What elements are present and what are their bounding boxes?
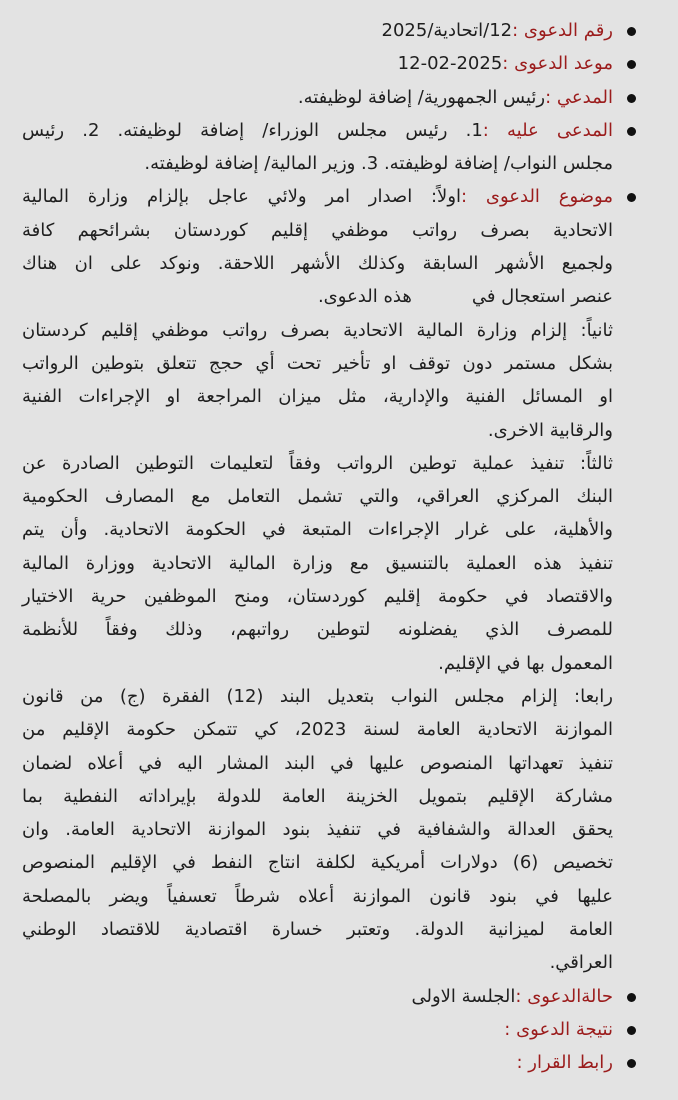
decision-link-item bbox=[0, 1046, 678, 1079]
bullet-icon bbox=[627, 60, 636, 69]
subject-line: للمصرف الذي يفضلونه لتوطين رواتبهم، وذلك وفقاً للأنظمة bbox=[22, 619, 613, 641]
subject-line: مشاركة الإقليم بتمويل الخزينة العامة للدولة بإيراداته النفطية بما bbox=[22, 785, 613, 807]
subject-line: ولجميع الأشهر السابقة وكذلك الأشهر اللاحقة. ونوكد على ان هناك bbox=[22, 253, 613, 275]
case-result-item bbox=[0, 1013, 678, 1046]
subject-line: العامة لميزانية الدولة. وتعتبر خسارة اقتصادية للاقتصاد الوطني bbox=[22, 919, 613, 941]
bullet-icon bbox=[627, 1059, 636, 1068]
subject-line: عنصر استعجال في bbox=[471, 286, 613, 308]
subject-line: اولاً: اصدار امر ولائي عاجل بإلزام وزارة المالية bbox=[22, 186, 462, 208]
case-date-value: 2025-02-12 bbox=[397, 53, 503, 75]
case-status-label: حالةالدعوى : bbox=[515, 985, 613, 1007]
plaintiff-value: رئيس الجمهورية/ إضافة لوظيفته. bbox=[297, 86, 546, 108]
subject-line: او المسائل الفنية والإدارية، مثل ميزان المراجعة او الإجراءات الفنية bbox=[22, 386, 613, 408]
subject-line: رابعا: إلزام مجلس النواب بتعديل البند (12) الفقرة (ج) من قانون bbox=[22, 685, 613, 707]
bullet-icon bbox=[627, 27, 636, 36]
subject-line: والأهلية، على غرار الإجراءات المتبعة في الحكومة الاتحادية. وأن يتم bbox=[22, 519, 613, 541]
bullet-icon bbox=[627, 193, 636, 202]
bullet-icon bbox=[627, 127, 636, 136]
defendant-item bbox=[0, 114, 678, 181]
case-subject-label: موضوع الدعوى : bbox=[461, 186, 613, 208]
subject-line: البنك المركزي العراقي، والتي تشمل التعامل مع المصارف الحكومية bbox=[22, 486, 613, 508]
subject-line: المعمول بها في الإقليم. bbox=[438, 652, 613, 674]
subject-line: تنفيذ هذه العملية بالتنسيق مع وزارة المالية الاتحادية ووزارة المالية bbox=[22, 552, 613, 574]
subject-line: ثالثاً: تنفيذ عملية توطين الرواتب وفقاً لتعليمات التوطين الصادرة عن bbox=[22, 452, 613, 474]
defendant-value-line: 1. رئيس مجلس الوزراء/ إضافة لوظيفته. 2. رئيس bbox=[22, 119, 483, 141]
subject-line: تخصيص (6) دولارات أمريكية لكلفة انتاج النفط في الإقليم المنصوص bbox=[22, 852, 614, 874]
bullet-icon bbox=[627, 1026, 636, 1035]
subject-line: العراقي. bbox=[549, 952, 613, 974]
case-status-item bbox=[0, 980, 678, 1013]
plaintiff-item bbox=[0, 81, 678, 114]
case-status-value: الجلسة الاولى bbox=[411, 985, 516, 1007]
decision-link-label: رابط القرار : bbox=[516, 1052, 613, 1074]
bullet-icon bbox=[627, 993, 636, 1002]
defendant-value-line: مجلس النواب/ إضافة لوظيفته. 3. وزير المالية/ إضافة لوظيفته. bbox=[144, 153, 613, 175]
case-subject-item bbox=[0, 180, 678, 979]
subject-line: الاتحادية بصرف رواتب موظفي إقليم كوردستان بشرائحهم كافة bbox=[22, 219, 613, 241]
subject-line: الموازنة الاتحادية العامة لسنة 2023، كي تتمكن حكومة الإقليم من bbox=[22, 719, 613, 741]
case-number-value: 12/اتحادية/2025 bbox=[381, 20, 513, 41]
subject-line: هذه الدعوى. bbox=[317, 286, 412, 308]
subject-line: يحقق العدالة والشفافية في تنفيذ بنود الموازنة الاتحادية العامة. وان bbox=[22, 819, 613, 841]
case-date-label: موعد الدعوى : bbox=[502, 53, 613, 75]
defendant-label: المدعى عليه : bbox=[482, 119, 613, 141]
case-details-list bbox=[0, 14, 678, 1080]
subject-line: تنفيذ تعهداتها المنصوص عليها في البند المشار اليه في أعلاه لضمان bbox=[22, 752, 613, 774]
subject-line: عليها في بنود قانون الموازنة أعلاه شرطاً تعسفياً ويضر بالمصلحة bbox=[22, 885, 613, 907]
case-date-item bbox=[0, 47, 678, 80]
subject-line: بشكل مستمر دون توقف او تأخير تحت أي حجج تتعلق بتوطين الرواتب bbox=[22, 352, 613, 374]
bullet-icon bbox=[627, 94, 636, 103]
case-result-label: نتيجة الدعوى : bbox=[504, 1018, 613, 1040]
subject-line: والاقتصاد في حكومة إقليم كوردستان، ومنح الموظفين حرية الاختيار bbox=[22, 586, 613, 608]
plaintiff-label: المدعي : bbox=[545, 86, 613, 108]
subject-line: والرقابية الاخرى. bbox=[487, 419, 613, 441]
case-number-label: رقم الدعوى : bbox=[512, 20, 613, 41]
case-number-item bbox=[0, 14, 678, 47]
subject-line: ثانياً: إلزام وزارة المالية الاتحادية بصرف رواتب موظفي إقليم كردستان bbox=[22, 319, 613, 341]
